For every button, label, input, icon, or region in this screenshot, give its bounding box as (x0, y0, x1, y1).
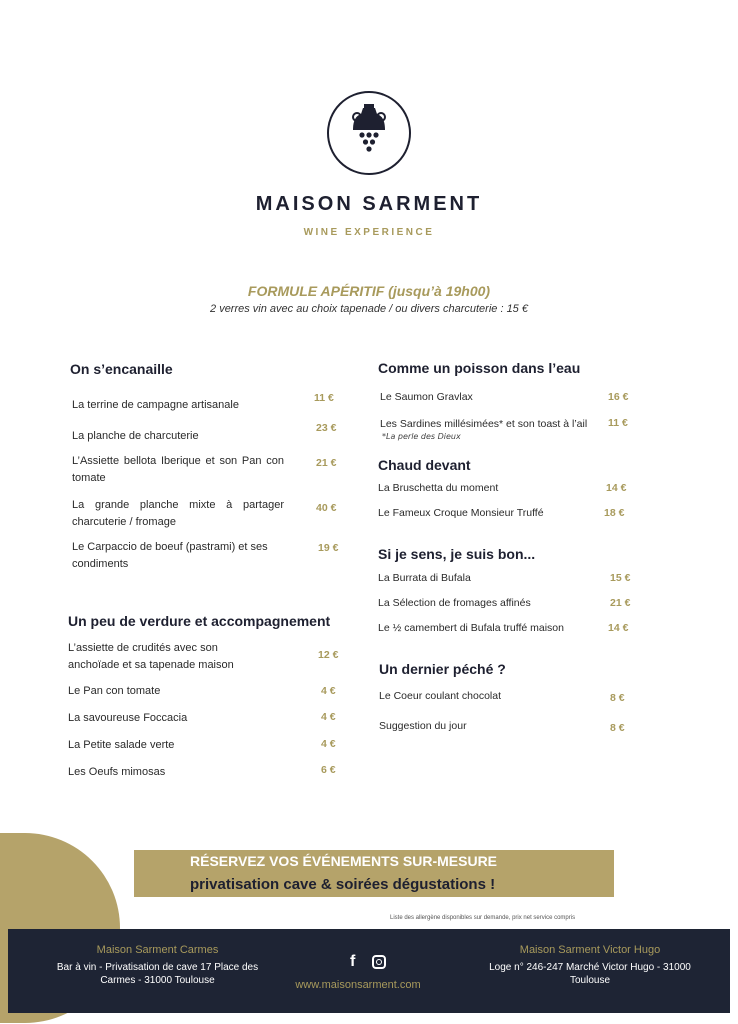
brand-name: MAISON SARMENT (255, 193, 483, 215)
menu-item: L’assiette de crudités avec son anchoïade et sa tapenade maison (68, 642, 234, 671)
menu-item: La Burrata di Bufala (378, 572, 471, 584)
price: 4 € (321, 685, 336, 697)
price: 8 € (610, 692, 625, 704)
formule-desc: 2 verres vin avec au choix tapenade / ou divers charcuterie : 15 € (210, 303, 528, 315)
price: 16 € (608, 391, 629, 403)
price: 18 € (604, 507, 625, 519)
price: 21 € (316, 457, 337, 469)
section-title: Comme un poisson dans l’eau (378, 360, 581, 376)
facebook-icon[interactable]: f (350, 953, 356, 970)
price: 11 € (608, 417, 628, 429)
price: 4 € (321, 711, 336, 723)
price: 40 € (316, 502, 337, 514)
menu-item: Les Sardines millésimées* et son toast à l’ail (380, 418, 588, 430)
section-title: On s’encanaille (70, 361, 173, 377)
menu-item: L’Assiette bellota Iberique et son Pan con tomate (72, 455, 284, 484)
menu-item: Suggestion du jour (379, 720, 467, 732)
banner-subheading: privatisation cave & soirées dégustations ! (190, 876, 496, 893)
location-carmes-title: Maison Sarment Carmes (96, 944, 219, 956)
menu-item: La grande planche mixte à partager charcuterie / fromage (72, 499, 284, 528)
section-title: Chaud devant (378, 457, 471, 473)
menu-item: Le Coeur coulant chocolat (379, 690, 501, 702)
price: 15 € (610, 572, 631, 584)
menu-item: La Bruschetta du moment (378, 482, 499, 494)
location-carmes-address: Bar à vin - Privatisation de cave 17 Place des Carmes - 31000 Toulouse (56, 962, 259, 986)
instagram-icon[interactable] (372, 955, 386, 969)
menu-item: Le Fameux Croque Monsieur Truffé (378, 507, 544, 519)
menu-item: La terrine de campagne artisanale (72, 399, 239, 411)
amphora-grapes-icon (329, 93, 409, 173)
menu-item: Le ½ camembert di Bufala truffé maison (378, 622, 564, 634)
price: 8 € (610, 722, 625, 734)
section-title: Si je sens, je suis bon... (378, 546, 536, 562)
menu-item: La planche de charcuterie (72, 430, 199, 442)
allergy-note: Liste des allergène disponibles sur demande, prix net service compris (390, 915, 576, 921)
price: 14 € (606, 482, 627, 494)
formule-title: FORMULE APÉRITIF (jusqu’à 19h00) (247, 283, 491, 299)
menu-item: La savoureuse Foccacia (68, 712, 188, 724)
price: 21 € (610, 597, 631, 609)
logo (327, 91, 411, 175)
price: 19 € (318, 542, 339, 554)
section-title: Un peu de verdure et accompagnement (68, 613, 331, 629)
price: 14 € (608, 622, 629, 634)
price: 23 € (316, 422, 337, 434)
menu-item: La Sélection de fromages affinés (378, 597, 531, 609)
price: 11 € (314, 392, 334, 404)
menu-item: Le Saumon Gravlax (380, 391, 473, 403)
price: 12 € (318, 649, 339, 661)
menu-item: Le Carpaccio de boeuf (pastrami) et ses condiments (72, 541, 268, 570)
menu-item: Le Pan con tomate (68, 685, 161, 697)
section-title: Un dernier péché ? (379, 661, 506, 677)
banner-heading: RÉSERVEZ VOS ÉVÉNEMENTS SUR-MESURE (190, 853, 498, 869)
footnote: *La perle des Dieux (382, 432, 461, 441)
menu-item: La Petite salade verte (68, 739, 175, 751)
menu-item: Les Oeufs mimosas (68, 766, 166, 778)
price: 4 € (321, 738, 336, 750)
brand-tagline: WINE EXPERIENCE (303, 227, 435, 238)
location-victor-hugo-address: Loge n° 246-247 Marché Victor Hugo - 31000 Toulouse (489, 962, 691, 986)
website-link[interactable]: www.maisonsarment.com (295, 979, 421, 991)
price: 6 € (321, 764, 336, 776)
location-victor-hugo-title: Maison Sarment Victor Hugo (519, 944, 661, 956)
